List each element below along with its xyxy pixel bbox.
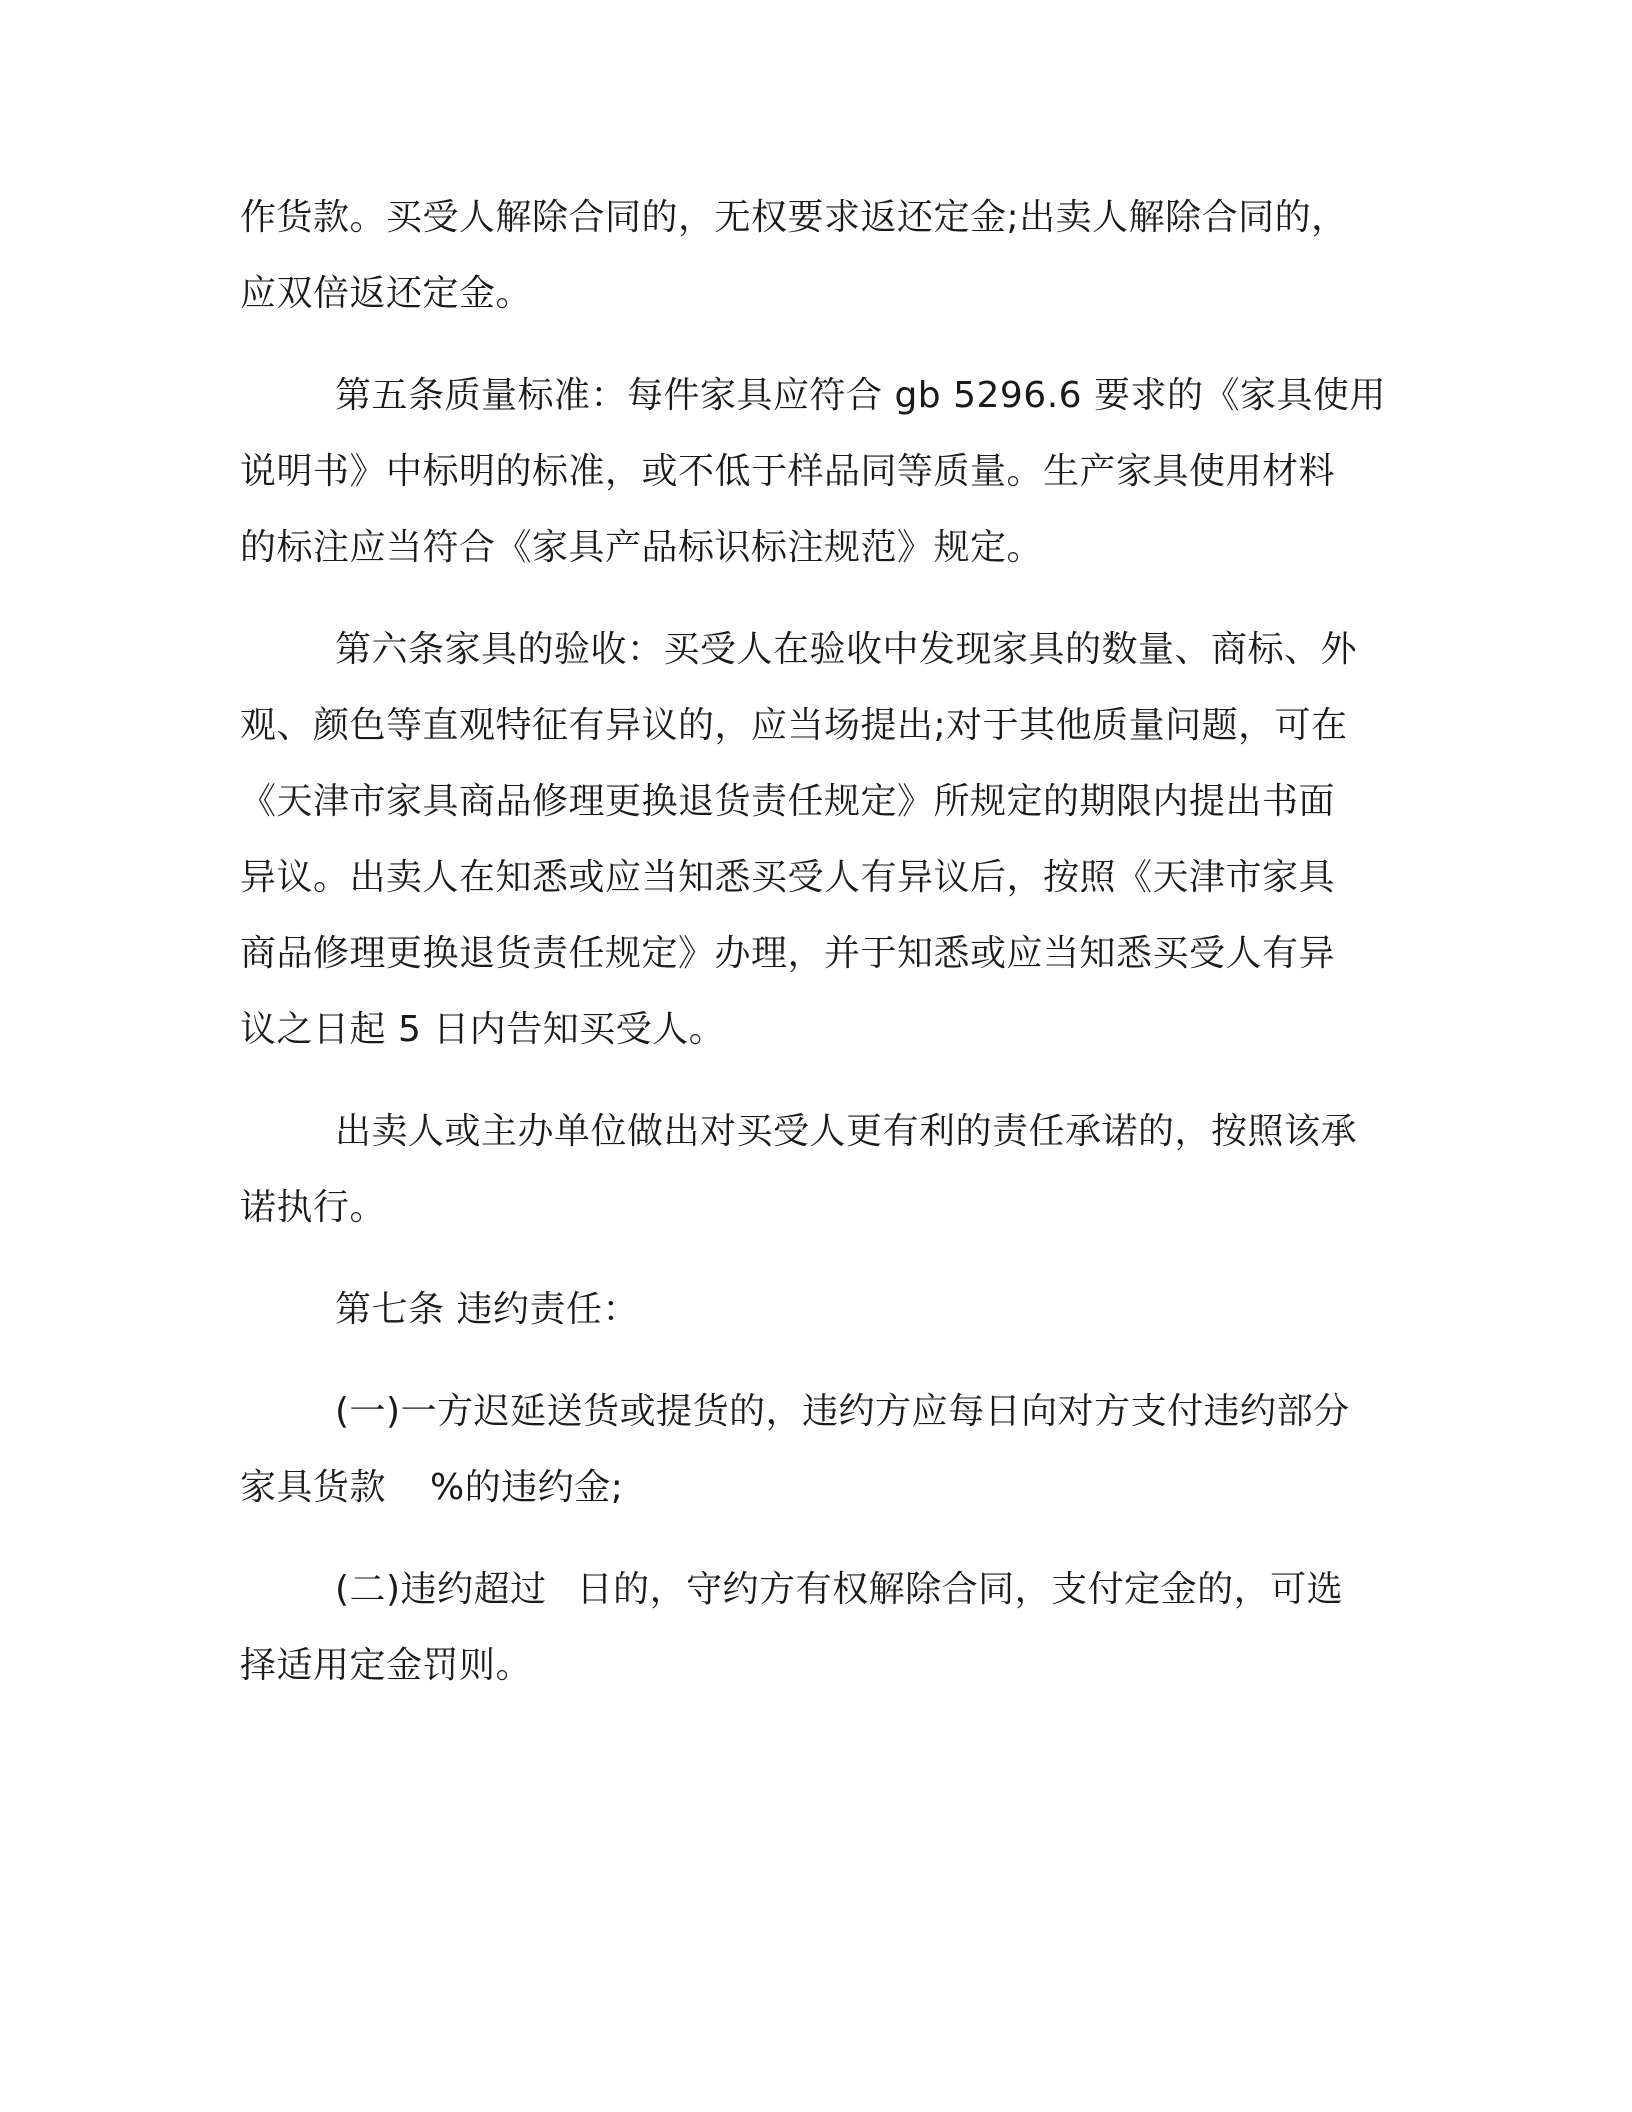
text-line-2: 应双倍返还定金。 <box>240 273 533 314</box>
clause-2-line-2: 择适用定金罚则。 <box>240 1645 533 1686</box>
article-6-line-5: 商品修理更换退货责任规定》办理，并于知悉或应当知悉买受人有异 <box>240 933 1336 974</box>
clause-1-text-a: 家具货款 <box>240 1467 387 1508</box>
article-6-line-6: 议之日起 5 日内告知买受人。 <box>240 1009 726 1050</box>
clause-1-text-b: %的违约金; <box>430 1467 624 1508</box>
article-6-line-3: 《天津市家具商品修理更换退货责任规定》所规定的期限内提出书面 <box>240 781 1336 822</box>
article-5-line-1: 第五条质量标准：每件家具应符合 gb 5296.6 要求的《家具使用 <box>335 375 1386 416</box>
article-6-line-1: 第六条家具的验收：买受人在验收中发现家具的数量、商标、外 <box>335 629 1358 670</box>
commitment-line-1: 出卖人或主办单位做出对买受人更有利的责任承诺的，按照该承 <box>335 1111 1358 1152</box>
article-5-line-3: 的标注应当符合《家具产品标识标注规范》规定。 <box>240 527 1044 568</box>
clause-2-text-b: 日的，守约方有权解除合同，支付定金的，可选 <box>576 1569 1344 1610</box>
commitment-line-2: 诺执行。 <box>240 1187 387 1228</box>
article-6-line-2: 观、颜色等直观特征有异议的，应当场提出;对于其他质量问题，可在 <box>240 705 1348 746</box>
clause-1-line-1: (一)一方迟延送货或提货的，违约方应每日向对方支付违约部分 <box>335 1391 1350 1432</box>
article-6-line-4: 异议。出卖人在知悉或应当知悉买受人有异议后，按照《天津市家具 <box>240 857 1336 898</box>
clause-1-line-2 <box>240 1466 623 1510</box>
article-5-line-2: 说明书》中标明的标准，或不低于样品同等质量。生产家具使用材料 <box>240 451 1336 492</box>
clause-2-line-1 <box>335 1568 1343 1612</box>
article-7-heading: 第七条 违约责任： <box>335 1289 639 1330</box>
text-line-1: 作货款。买受人解除合同的，无权要求返还定金;出卖人解除合同的， <box>240 197 1348 238</box>
clause-2-text-a: (二)违约超过 <box>335 1569 547 1610</box>
